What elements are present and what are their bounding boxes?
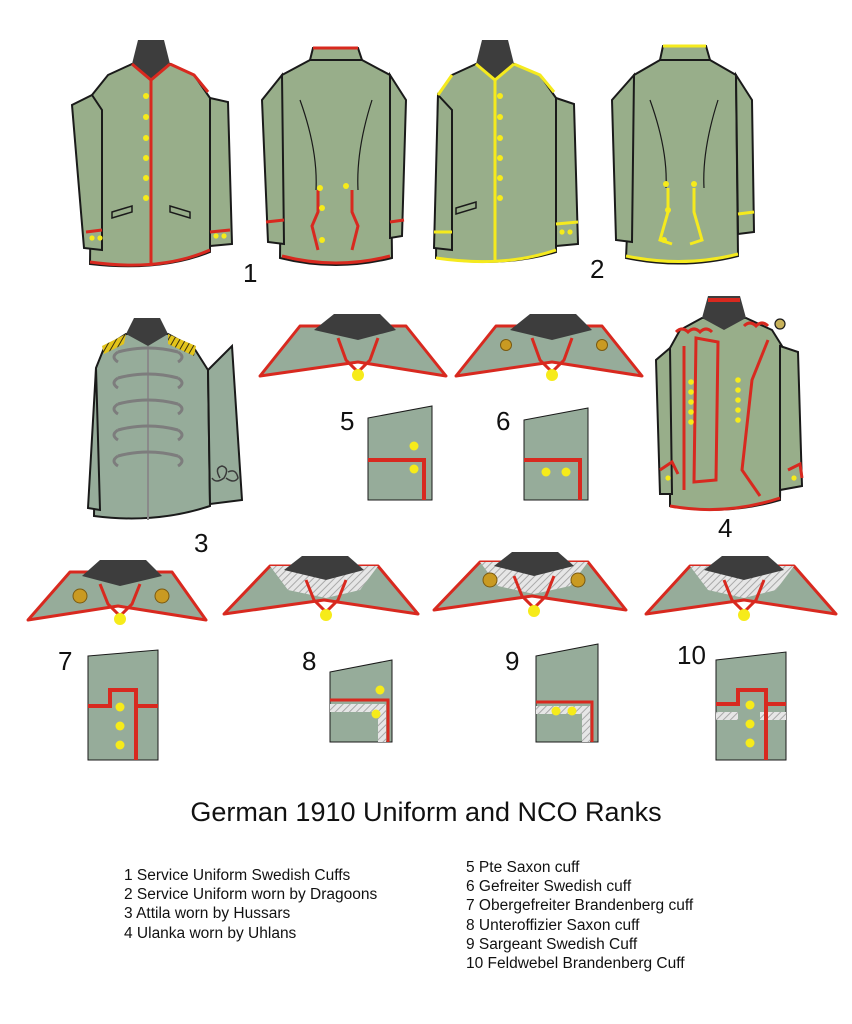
- legend-item: 2 Service Uniform worn by Dragoons: [124, 886, 378, 904]
- legend-item: 6 Gefreiter Swedish cuff: [466, 878, 632, 896]
- figure-number-1: 1: [243, 258, 258, 288]
- figure-number-8: 8: [302, 646, 317, 676]
- figure-number-9: 9: [505, 646, 520, 676]
- legend-uniforms: [124, 866, 377, 943]
- uniform-1-front: [72, 40, 232, 266]
- figure-number-5: 5: [340, 406, 355, 436]
- diagram-title: German 1910 Uniform and NCO Ranks: [190, 797, 662, 827]
- cuff-9: [536, 644, 598, 742]
- cuff-7: [88, 650, 158, 760]
- collar-10: [646, 556, 836, 621]
- figure-number-6: 6: [496, 406, 511, 436]
- collar-6: [456, 314, 642, 381]
- figure-number-7: 7: [58, 646, 73, 676]
- figure-number-2: 2: [590, 254, 605, 284]
- legend-ranks: [466, 858, 693, 973]
- legend-item: 10 Feldwebel Brandenberg Cuff: [466, 955, 685, 973]
- uniform-2-front: [434, 40, 578, 262]
- cuff-6: [524, 408, 588, 500]
- uniform-2-back: [612, 46, 754, 264]
- collar-7: [28, 560, 206, 625]
- legend-item: 9 Sargeant Swedish Cuff: [466, 935, 638, 953]
- figure-number-4: 4: [718, 513, 733, 543]
- collar-8: [224, 556, 418, 621]
- figure-number-3: 3: [194, 528, 209, 558]
- legend-item: 3 Attila worn by Hussars: [124, 905, 291, 923]
- figure-number-10: 10: [677, 640, 706, 670]
- cuff-5: [368, 406, 432, 500]
- collar-5: [260, 314, 446, 381]
- legend-item: 7 Obergefreiter Brandenberg cuff: [466, 897, 694, 915]
- legend-item: 4 Ulanka worn by Uhlans: [124, 924, 297, 942]
- legend-item: 1 Service Uniform Swedish Cuffs: [124, 867, 351, 884]
- legend-item: 8 Unteroffizier Saxon cuff: [466, 916, 640, 934]
- uniform-1-back: [262, 48, 406, 265]
- uniform-4-ulanka: [656, 296, 802, 510]
- cuff-8: [330, 660, 392, 742]
- cuff-10: [716, 652, 786, 760]
- legend-item: 5 Pte Saxon cuff: [466, 859, 580, 876]
- collar-9: [434, 552, 626, 617]
- uniform-3-attila: [88, 318, 242, 520]
